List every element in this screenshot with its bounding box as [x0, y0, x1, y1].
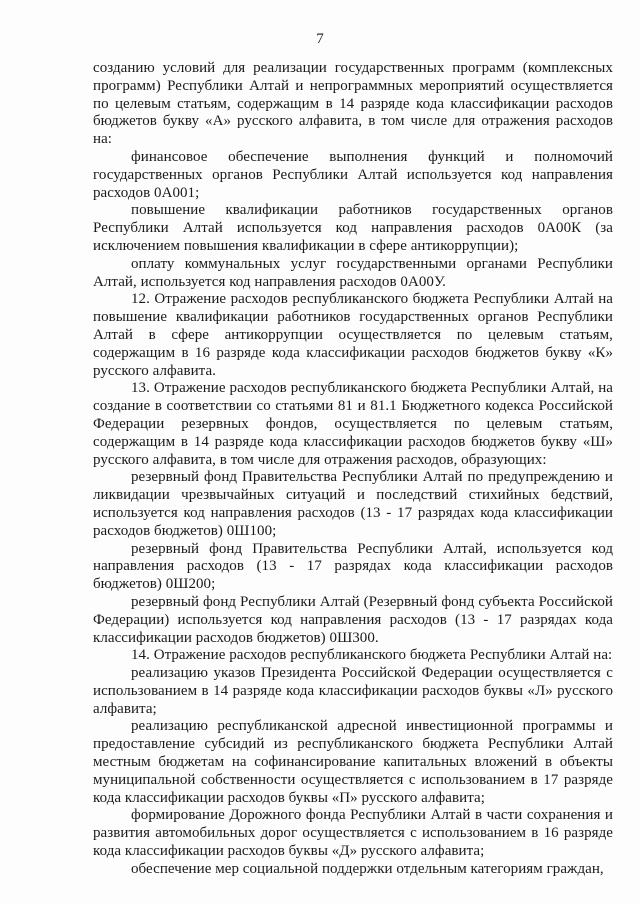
paragraph: реализацию указов Президента Российской Федерации осуществляется с использованием в 14 разряде кода классификации расходов буквы «Л» русского алфавита;	[93, 665, 613, 717]
document-body	[93, 60, 613, 879]
paragraph: 14. Отражение расходов республиканского бюджета Республики Алтай на:	[131, 647, 613, 664]
paragraph: резервный фонд Республики Алтай (Резервный фонд субъекта Российской Федерации) используется код направления расходов (13 - 17 разрядах кода классификации расходов бюджетов) 0Ш300.	[93, 593, 613, 646]
paragraph: оплату коммунальных услуг государственными органами Республики Алтай, используется код направления расходов 0А00У.	[93, 255, 613, 290]
paragraph: 13. Отражение расходов республиканского бюджета Республики Алтай, на создание в соответствии со статьями 81 и 81.1 Бюджетного кодекса Российской Федерации резервных фондов, осуществляется по целевым статьям, содержащим в 14 разряде кода классификации расходов бюджетов букву «Ш» русского алфавита, в том числе для отражения расходов, образующих:	[93, 380, 613, 468]
paragraph: резервный фонд Правительства Республики Алтай, используется код направления расходов (13 - 17 разрядах кода классификации расходов бюджетов) 0Ш200;	[93, 540, 613, 593]
paragraph: созданию условий для реализации государственных программ (комплексных программ) Республики Алтай и непрограммных мероприятий осуществляется по целевым статьям, содержащим в 14 разряде кода классификации расходов бюджетов букву «А» русского алфавита, в том числе для отражения расходов на:	[93, 60, 613, 148]
paragraph: повышение квалификации работников государственных органов Республики Алтай используется код направления расходов 0А00К (за исключением повышения квалификации в сфере антикоррупции);	[93, 202, 613, 254]
page-number: 7	[316, 31, 324, 47]
paragraph: 12. Отражение расходов республиканского бюджета Республики Алтай на повышение квалификации работников государственных органов Республики Алтай в сфере антикоррупции осуществляется по целевым статьям, содержащим в 16 разряде кода классификации расходов бюджетов букву «К» русского алфавита.	[93, 291, 613, 379]
paragraph: формирование Дорожного фонда Республики Алтай в части сохранения и развития автомобильных дорог осуществляется с использованием в 16 разряде кода классификации расходов буквы «Д» русского алфавита;	[93, 807, 613, 860]
paragraph: реализацию республиканской адресной инвестиционной программы и предоставление субсидий из республиканского бюджета Республики Алтай местным бюджетам на софинансирование капитальных вложений в объекты муниципальной собственности осуществляется с использованием в 17 разряде кода классификации расходов буквы «П» русского алфавита;	[93, 718, 613, 806]
paragraph: обеспечение мер социальной поддержки отдельным категориям граждан,	[131, 860, 604, 877]
paragraph: резервный фонд Правительства Республики Алтай по предупреждению и ликвидации чрезвычайных ситуаций и последствий стихийных бедствий, используется код направления расходов (13 - 17 разрядах кода классификации расходов бюджетов) 0Ш100;	[93, 469, 613, 539]
paragraph: финансовое обеспечение выполнения функций и полномочий государственных органов Республики Алтай используется код направления расходов 0А001;	[93, 148, 613, 201]
